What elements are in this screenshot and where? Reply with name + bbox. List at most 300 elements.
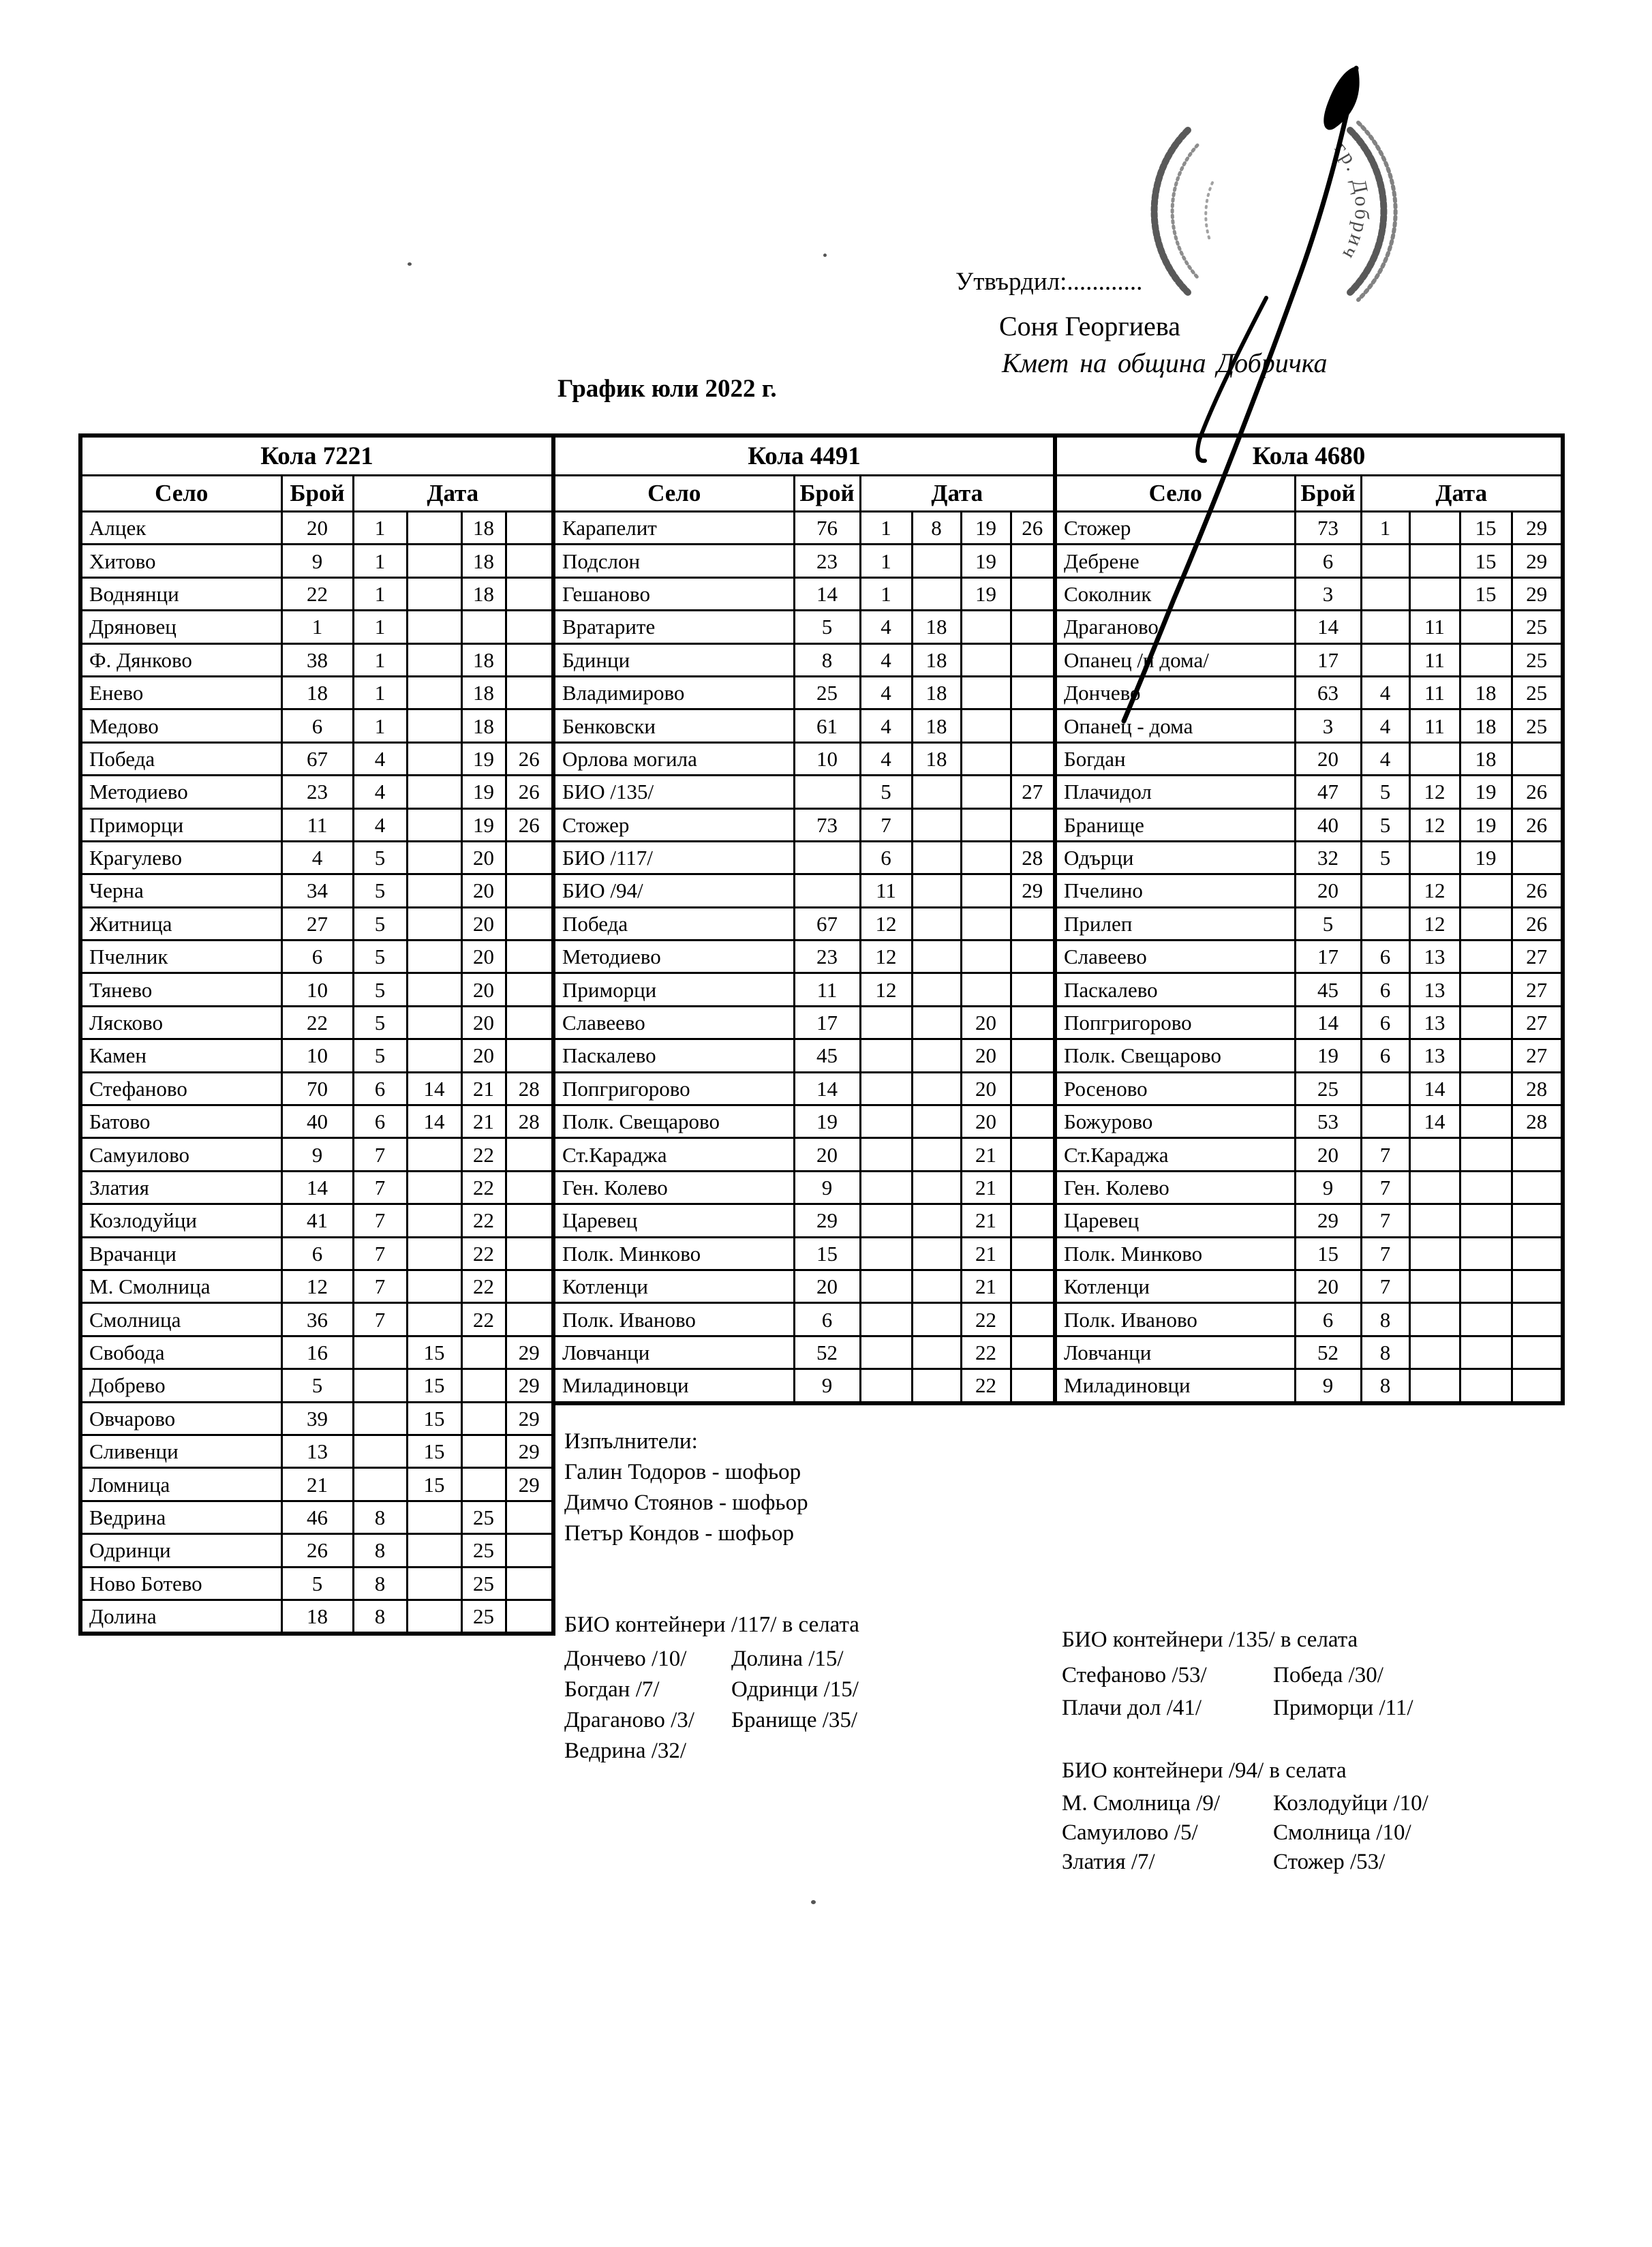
date-cell: 27 xyxy=(1512,1006,1563,1039)
date-cell: 20 xyxy=(461,941,506,973)
date-cell xyxy=(506,1270,553,1302)
date-cell xyxy=(1512,1369,1563,1403)
date-cell: 27 xyxy=(1512,973,1563,1006)
date-cell: 25 xyxy=(461,1534,506,1567)
village-cell: Ген. Колево xyxy=(1055,1171,1295,1204)
date-cell xyxy=(1011,1237,1055,1270)
date-cell: 6 xyxy=(1361,1039,1409,1072)
date-cell: 1 xyxy=(353,545,407,577)
date-cell xyxy=(1512,742,1563,775)
village-cell: Богдан xyxy=(1055,742,1295,775)
date-cell: 18 xyxy=(1460,676,1512,709)
bio117-item: Ведрина /32/ xyxy=(564,1739,687,1763)
date-cell: 19 xyxy=(461,776,506,808)
table-row xyxy=(1055,1171,1563,1204)
date-cell: 21 xyxy=(461,1072,506,1105)
date-cell xyxy=(1011,1006,1055,1039)
count-cell: 70 xyxy=(281,1072,353,1105)
date-cell: 25 xyxy=(461,1567,506,1600)
date-cell: 21 xyxy=(961,1270,1011,1302)
date-cell xyxy=(860,1270,912,1302)
date-cell: 4 xyxy=(353,776,407,808)
date-cell: 8 xyxy=(1361,1369,1409,1403)
count-cell: 40 xyxy=(281,1105,353,1138)
date-cell xyxy=(1512,1204,1563,1237)
village-cell: Бранище xyxy=(1055,808,1295,841)
date-cell xyxy=(1011,1105,1055,1138)
date-cell xyxy=(407,907,461,940)
table-row xyxy=(80,1534,553,1567)
date-cell xyxy=(1361,577,1409,610)
date-cell xyxy=(1409,742,1460,775)
date-cell xyxy=(407,1171,461,1204)
date-cell: 1 xyxy=(353,577,407,610)
date-cell: 7 xyxy=(353,1270,407,1302)
bio135-item: Стефаново /53/ xyxy=(1062,1663,1207,1687)
date-cell: 1 xyxy=(1361,512,1409,545)
count-cell: 6 xyxy=(1295,1303,1361,1336)
date-cell xyxy=(1460,973,1512,1006)
date-cell xyxy=(407,742,461,775)
date-cell: 22 xyxy=(961,1369,1011,1403)
date-cell: 29 xyxy=(506,1369,553,1402)
date-cell: 20 xyxy=(461,1039,506,1072)
table-row xyxy=(553,1072,1055,1105)
village-cell: Медово xyxy=(80,709,281,742)
date-cell xyxy=(407,512,461,545)
date-cell xyxy=(407,1600,461,1634)
date-cell: 8 xyxy=(353,1501,407,1533)
count-cell: 29 xyxy=(794,1204,860,1237)
count-cell: 19 xyxy=(1295,1039,1361,1072)
date-cell xyxy=(1512,1336,1563,1369)
date-cell xyxy=(1361,1072,1409,1105)
count-cell: 8 xyxy=(794,643,860,676)
count-cell: 23 xyxy=(794,545,860,577)
table-row xyxy=(1055,973,1563,1006)
village-cell: Победа xyxy=(553,907,794,940)
date-cell xyxy=(407,1534,461,1567)
date-cell: 1 xyxy=(353,512,407,545)
date-cell: 14 xyxy=(1409,1072,1460,1105)
date-cell xyxy=(506,1534,553,1567)
date-cell: 6 xyxy=(353,1072,407,1105)
count-cell: 63 xyxy=(1295,676,1361,709)
date-cell xyxy=(1409,1237,1460,1270)
date-cell xyxy=(1460,611,1512,643)
table-row xyxy=(1055,545,1563,577)
date-cell xyxy=(506,874,553,907)
table-title: Кола 4680 xyxy=(1055,435,1563,476)
date-cell: 29 xyxy=(506,1336,553,1369)
table-row xyxy=(80,973,553,1006)
date-cell: 27 xyxy=(1512,941,1563,973)
date-cell: 15 xyxy=(1460,577,1512,610)
date-cell: 19 xyxy=(1460,808,1512,841)
date-cell xyxy=(407,1039,461,1072)
village-cell: Миладиновци xyxy=(553,1369,794,1403)
count-cell: 6 xyxy=(1295,545,1361,577)
count-cell: 23 xyxy=(281,776,353,808)
date-cell: 20 xyxy=(461,874,506,907)
date-cell: 1 xyxy=(860,545,912,577)
village-cell: Одринци xyxy=(80,1534,281,1567)
table-row xyxy=(80,874,553,907)
village-cell: Добрево xyxy=(80,1369,281,1402)
date-cell: 5 xyxy=(353,941,407,973)
village-cell: Славеево xyxy=(553,1006,794,1039)
village-cell: Соколник xyxy=(1055,577,1295,610)
village-cell: М. Смолница xyxy=(80,1270,281,1302)
date-cell xyxy=(1460,941,1512,973)
date-cell: 19 xyxy=(961,545,1011,577)
table-row xyxy=(80,1600,553,1634)
bio135-title: БИО контейнери /135/ в селата xyxy=(1062,1627,1358,1652)
date-cell: 22 xyxy=(461,1303,506,1336)
count-cell: 32 xyxy=(1295,841,1361,874)
date-cell: 29 xyxy=(1512,577,1563,610)
count-cell: 9 xyxy=(281,1138,353,1171)
date-cell xyxy=(912,1204,961,1237)
table-row xyxy=(1055,874,1563,907)
date-cell: 11 xyxy=(1409,643,1460,676)
date-cell xyxy=(1460,1204,1512,1237)
table-row xyxy=(80,1303,553,1336)
date-cell: 20 xyxy=(961,1039,1011,1072)
count-cell: 29 xyxy=(1295,1204,1361,1237)
date-cell: 7 xyxy=(353,1303,407,1336)
table-row xyxy=(553,742,1055,775)
date-cell xyxy=(1361,611,1409,643)
count-cell: 3 xyxy=(1295,709,1361,742)
date-cell xyxy=(1460,1336,1512,1369)
village-cell: Паскалево xyxy=(1055,973,1295,1006)
date-cell: 20 xyxy=(961,1072,1011,1105)
date-cell: 5 xyxy=(353,1006,407,1039)
village-cell: Карапелит xyxy=(553,512,794,545)
table-row xyxy=(80,1501,553,1533)
date-cell xyxy=(860,1237,912,1270)
count-cell: 47 xyxy=(1295,776,1361,808)
date-cell xyxy=(912,1303,961,1336)
table-row xyxy=(80,941,553,973)
date-cell xyxy=(912,1336,961,1369)
date-cell xyxy=(407,1237,461,1270)
date-cell xyxy=(407,841,461,874)
village-cell: Дряновец xyxy=(80,611,281,643)
date-cell xyxy=(407,941,461,973)
table-row xyxy=(80,1567,553,1600)
village-cell: Полк. Минково xyxy=(553,1237,794,1270)
column-header-village: Село xyxy=(1055,476,1295,512)
date-cell: 18 xyxy=(461,577,506,610)
date-cell xyxy=(1361,643,1409,676)
village-cell: Ловчанци xyxy=(1055,1336,1295,1369)
count-cell: 9 xyxy=(794,1171,860,1204)
date-cell: 15 xyxy=(407,1369,461,1402)
village-cell: Царевец xyxy=(553,1204,794,1237)
date-cell: 26 xyxy=(506,776,553,808)
date-cell xyxy=(407,643,461,676)
date-cell xyxy=(1011,1072,1055,1105)
village-cell: Котленци xyxy=(1055,1270,1295,1302)
date-cell: 18 xyxy=(1460,742,1512,775)
date-cell: 12 xyxy=(1409,808,1460,841)
date-cell: 29 xyxy=(506,1402,553,1435)
approve-line: Утвърдил:............ xyxy=(955,268,1143,296)
date-cell: 7 xyxy=(1361,1171,1409,1204)
date-cell: 4 xyxy=(1361,709,1409,742)
table-row xyxy=(1055,776,1563,808)
date-cell: 13 xyxy=(1409,973,1460,1006)
bio117-item: Богдан /7/ xyxy=(564,1677,660,1702)
approver-name: Соня Георгиева xyxy=(999,311,1180,341)
date-cell: 12 xyxy=(1409,907,1460,940)
date-cell: 18 xyxy=(912,611,961,643)
column-header-date: Дата xyxy=(353,476,553,512)
date-cell xyxy=(506,1204,553,1237)
date-cell: 7 xyxy=(1361,1204,1409,1237)
count-cell: 17 xyxy=(794,1006,860,1039)
date-cell xyxy=(506,1237,553,1270)
date-cell: 7 xyxy=(1361,1138,1409,1171)
village-cell: Житница xyxy=(80,907,281,940)
table-row xyxy=(1055,1237,1563,1270)
date-cell xyxy=(860,1138,912,1171)
table-row xyxy=(1055,1336,1563,1369)
column-header-count: Брой xyxy=(281,476,353,512)
date-cell xyxy=(961,907,1011,940)
village-cell: Драганово xyxy=(1055,611,1295,643)
bio117-item: Долина /15/ xyxy=(731,1647,844,1671)
count-cell: 6 xyxy=(794,1303,860,1336)
date-cell: 8 xyxy=(1361,1303,1409,1336)
table-row xyxy=(80,1369,553,1402)
date-cell xyxy=(1460,1369,1512,1403)
count-cell: 20 xyxy=(794,1270,860,1302)
date-cell: 1 xyxy=(353,611,407,643)
village-cell: Воднянци xyxy=(80,577,281,610)
count-cell: 12 xyxy=(281,1270,353,1302)
date-cell: 5 xyxy=(353,874,407,907)
table-row xyxy=(1055,941,1563,973)
date-cell: 19 xyxy=(1460,776,1512,808)
count-cell: 1 xyxy=(281,611,353,643)
date-cell xyxy=(353,1369,407,1402)
village-cell: Стожер xyxy=(553,808,794,841)
count-cell: 20 xyxy=(794,1138,860,1171)
date-cell xyxy=(506,1600,553,1634)
date-cell: 28 xyxy=(506,1072,553,1105)
date-cell: 4 xyxy=(860,611,912,643)
column-header-count: Брой xyxy=(794,476,860,512)
table-row xyxy=(553,611,1055,643)
table-car-4680 xyxy=(1053,433,1565,1405)
date-cell xyxy=(1409,1369,1460,1403)
date-cell: 14 xyxy=(407,1105,461,1138)
date-cell: 7 xyxy=(353,1171,407,1204)
date-cell xyxy=(1361,545,1409,577)
village-cell: Лясково xyxy=(80,1006,281,1039)
count-cell: 39 xyxy=(281,1402,353,1435)
date-cell: 29 xyxy=(1512,512,1563,545)
date-cell xyxy=(506,907,553,940)
executor-item: Петър Кондов - шофьор xyxy=(564,1521,794,1546)
count-cell: 18 xyxy=(281,676,353,709)
count-cell: 13 xyxy=(281,1435,353,1467)
count-cell: 20 xyxy=(281,512,353,545)
table-row xyxy=(553,577,1055,610)
bio117-item: Одринци /15/ xyxy=(731,1677,859,1702)
village-cell: Дебрене xyxy=(1055,545,1295,577)
table-row xyxy=(553,1336,1055,1369)
date-cell xyxy=(506,643,553,676)
date-cell: 25 xyxy=(1512,676,1563,709)
table-row xyxy=(1055,1138,1563,1171)
date-cell xyxy=(1011,611,1055,643)
date-cell: 22 xyxy=(461,1204,506,1237)
date-cell xyxy=(961,874,1011,907)
date-cell xyxy=(1361,907,1409,940)
date-cell: 5 xyxy=(1361,808,1409,841)
date-cell: 8 xyxy=(353,1567,407,1600)
bio117-title: БИО контейнери /117/ в селата xyxy=(564,1612,859,1637)
count-cell: 20 xyxy=(1295,874,1361,907)
date-cell xyxy=(407,776,461,808)
date-cell: 4 xyxy=(860,709,912,742)
table-row xyxy=(80,1237,553,1270)
date-cell: 19 xyxy=(461,808,506,841)
date-cell: 19 xyxy=(461,742,506,775)
table-row xyxy=(553,1171,1055,1204)
date-cell xyxy=(461,1336,506,1369)
scan-speck xyxy=(823,254,827,257)
date-cell: 25 xyxy=(1512,643,1563,676)
table-row xyxy=(553,545,1055,577)
count-cell xyxy=(794,874,860,907)
village-cell: Миладиновци xyxy=(1055,1369,1295,1403)
date-cell xyxy=(1011,941,1055,973)
date-cell xyxy=(961,643,1011,676)
table-row xyxy=(80,1171,553,1204)
count-cell: 36 xyxy=(281,1303,353,1336)
table-row xyxy=(1055,611,1563,643)
village-cell: Прилеп xyxy=(1055,907,1295,940)
table-row xyxy=(80,1270,553,1302)
count-cell: 6 xyxy=(281,941,353,973)
date-cell xyxy=(407,874,461,907)
village-cell: Попгригорово xyxy=(1055,1006,1295,1039)
table-row xyxy=(553,709,1055,742)
date-cell xyxy=(860,1072,912,1105)
village-cell: БИО /94/ xyxy=(553,874,794,907)
village-cell: Енево xyxy=(80,676,281,709)
date-cell xyxy=(353,1435,407,1467)
date-cell xyxy=(1460,1039,1512,1072)
date-cell xyxy=(1460,643,1512,676)
date-cell: 5 xyxy=(860,776,912,808)
date-cell: 18 xyxy=(461,512,506,545)
date-cell xyxy=(407,808,461,841)
date-cell: 27 xyxy=(1011,776,1055,808)
date-cell xyxy=(912,1072,961,1105)
date-cell xyxy=(506,1039,553,1072)
count-cell: 76 xyxy=(794,512,860,545)
date-cell: 7 xyxy=(1361,1270,1409,1302)
date-cell xyxy=(912,1171,961,1204)
executor-item: Димчо Стоянов - шофьор xyxy=(564,1491,808,1515)
date-cell xyxy=(860,1303,912,1336)
date-cell: 22 xyxy=(461,1237,506,1270)
village-cell: Полк. Иваново xyxy=(553,1303,794,1336)
table-row xyxy=(1055,512,1563,545)
date-cell xyxy=(912,1138,961,1171)
village-cell: Овчарово xyxy=(80,1402,281,1435)
count-cell: 5 xyxy=(1295,907,1361,940)
date-cell xyxy=(461,1369,506,1402)
table-row xyxy=(1055,676,1563,709)
table-row xyxy=(80,1006,553,1039)
stamp-text: гр. Добрич xyxy=(1330,138,1374,265)
scan-speck xyxy=(408,262,412,266)
table-row xyxy=(80,709,553,742)
date-cell: 1 xyxy=(860,512,912,545)
date-cell: 21 xyxy=(961,1237,1011,1270)
count-cell: 67 xyxy=(794,907,860,940)
table-row xyxy=(80,545,553,577)
table-row xyxy=(553,643,1055,676)
date-cell xyxy=(1011,1369,1055,1403)
date-cell xyxy=(506,545,553,577)
table-row xyxy=(553,941,1055,973)
village-cell: Черна xyxy=(80,874,281,907)
date-cell: 5 xyxy=(353,1039,407,1072)
date-cell xyxy=(1011,1303,1055,1336)
date-cell: 20 xyxy=(461,973,506,1006)
village-cell: Опанец /и дома/ xyxy=(1055,643,1295,676)
date-cell xyxy=(1011,973,1055,1006)
date-cell: 6 xyxy=(1361,973,1409,1006)
date-cell xyxy=(461,611,506,643)
table-row xyxy=(1055,907,1563,940)
count-cell: 9 xyxy=(794,1369,860,1403)
village-cell: Плачидол xyxy=(1055,776,1295,808)
date-cell: 29 xyxy=(1512,545,1563,577)
table-row xyxy=(80,1039,553,1072)
date-cell: 19 xyxy=(961,512,1011,545)
date-cell: 12 xyxy=(860,973,912,1006)
date-cell xyxy=(506,1006,553,1039)
date-cell: 28 xyxy=(1512,1072,1563,1105)
bio94-item: Смолница /10/ xyxy=(1273,1820,1411,1845)
village-cell: Попгригорово xyxy=(553,1072,794,1105)
date-cell: 29 xyxy=(506,1468,553,1501)
count-cell: 6 xyxy=(281,1237,353,1270)
date-cell xyxy=(961,776,1011,808)
date-cell xyxy=(912,545,961,577)
date-cell: 13 xyxy=(1409,1039,1460,1072)
village-cell: Свобода xyxy=(80,1336,281,1369)
date-cell xyxy=(1011,907,1055,940)
table-row xyxy=(1055,577,1563,610)
date-cell: 28 xyxy=(506,1105,553,1138)
date-cell: 13 xyxy=(1409,941,1460,973)
date-cell xyxy=(860,1171,912,1204)
table-row xyxy=(1055,1303,1563,1336)
date-cell xyxy=(1011,1336,1055,1369)
date-cell: 11 xyxy=(860,874,912,907)
count-cell: 15 xyxy=(1295,1237,1361,1270)
